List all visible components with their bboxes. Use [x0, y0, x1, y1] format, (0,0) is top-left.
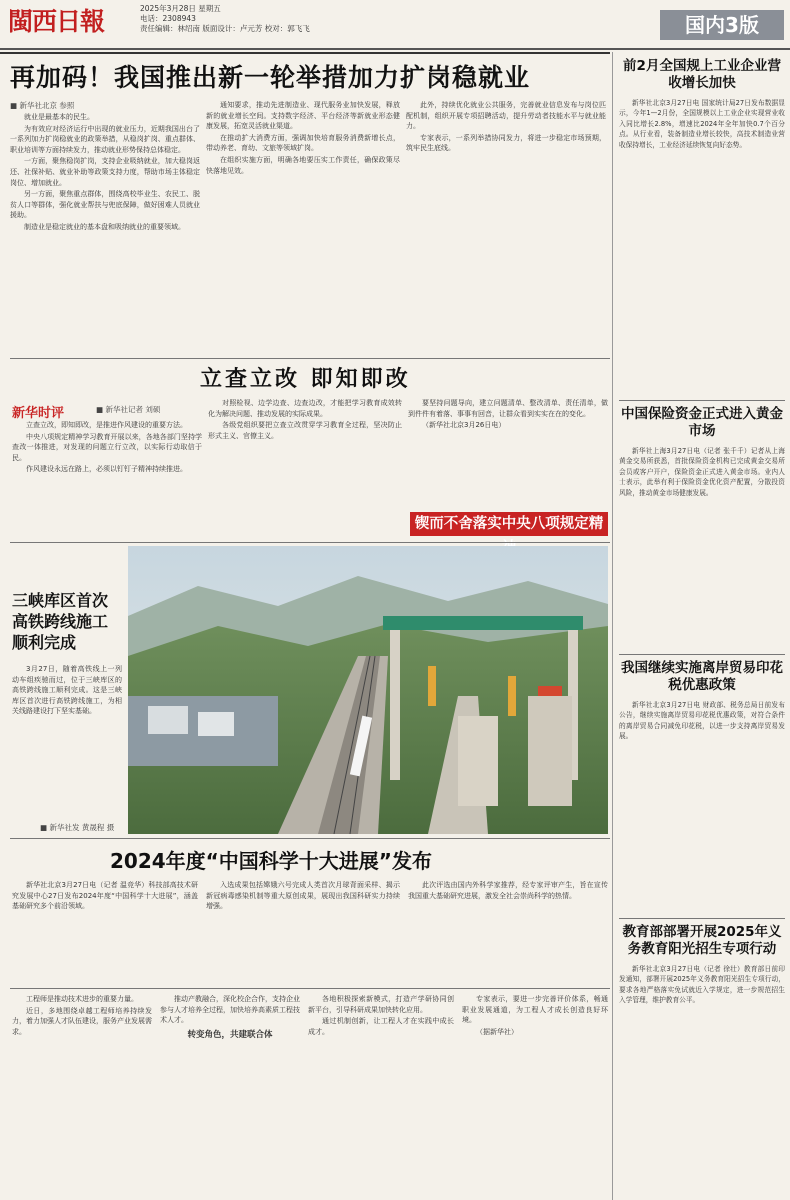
lead-paragraph: 在组织实施方面，明确各地要压实工作责任，确保政策尽快落地见效。 — [206, 155, 400, 175]
commentary-paragraph: （新华社北京3月26日电） — [422, 421, 506, 430]
lead-paragraph: 专家表示，一系列举措协同发力，将进一步稳定市场预期，筑牢民生底线。 — [406, 133, 606, 153]
lead-column-3 — [406, 100, 606, 352]
discipline-banner: 锲而不舍落实中央八项规定精 — [410, 512, 608, 536]
commentary-paragraph: 对照检视、边学边查、边查边改，才能把学习教育成效转化为解决问题、推动发展的实际成果。 — [208, 399, 402, 418]
issue-editors: 责任编辑：林绍南 版面设计：卢元芳 校对：郭飞飞 — [140, 24, 310, 33]
top-rule — [0, 52, 610, 54]
science-column-3 — [408, 880, 608, 984]
photo-story-caption — [12, 664, 122, 824]
photo-credit: ■ 新华社发 黄晟程 摄 — [40, 822, 114, 833]
commentary-paragraph: 各级党组织要把立查立改贯穿学习教育全过程，坚决防止形式主义、官僚主义。 — [208, 421, 402, 440]
feature-subhead: 转变角色，共建联合体 — [187, 1029, 273, 1040]
section-divider — [10, 838, 610, 839]
commentary-byline: ■ 新华社记者 刘硕 — [96, 404, 160, 415]
commentary-paragraph: 立查立改，即知即改，是推进作风建设的重要方法。 — [26, 421, 187, 429]
science-column-2 — [206, 880, 400, 984]
commentary-column-1 — [12, 420, 202, 538]
lead-paragraph: 为有效应对经济运行中出现的就业压力，近期我国出台了一系列加力扩岗稳就业的政策举措，从稳岗扩岗、重点群体、职业培训等方面持续发力，推动就业形势保持总体稳定。 — [10, 124, 200, 154]
lead-paragraph: 就业是最基本的民生。 — [24, 113, 94, 121]
feature-column-3 — [308, 994, 454, 1194]
feature-paragraph: （据新华社） — [476, 1027, 518, 1036]
sidebar-story-4 — [619, 964, 785, 1194]
commentary-column-2 — [208, 398, 402, 538]
section-divider — [10, 988, 610, 989]
issue-phone: 电话：2308943 — [140, 14, 196, 23]
feature-paragraph: 通过机制创新，让工程人才在实践中成长成才。 — [308, 1017, 454, 1036]
section-label: 国内3版 — [660, 10, 784, 40]
photo-story-text: 3月27日，随着高铁线上一列动车组疾驰而过，位于三峡库区的高铁跨线施工顺利完成。这是三峡库区首次进行高铁跨线施工，为相关线路建设打下坚实基础。 — [12, 665, 122, 716]
feature-paragraph: 近日，多地围绕卓越工程师培养持续发力，着力加强人才队伍建设，服务产业发展需求。 — [12, 1006, 152, 1036]
sidebar-story-text: 新华社北京3月27日电（记者 徐壮）教育部日前印发通知，部署开展2025年义务教育阳光招生专项行动，要求各地严格落实免试就近入学规定，进一步规范招生入学管理，维护教育公平。 — [619, 965, 785, 1005]
lead-column-1 — [10, 112, 200, 352]
section-divider — [10, 542, 610, 543]
lead-paragraph: 此外，持续优化就业公共服务，完善就业信息发布与岗位匹配机制，组织开展专项招聘活动，提升劳动者技能水平与就业能力。 — [406, 101, 606, 131]
sidebar-headline: 前2月全国规上工业企业营收增长加快 — [623, 58, 781, 91]
sidebar — [612, 52, 790, 1200]
railway-photo — [128, 546, 608, 834]
feature-paragraph: 各地积极探索新模式，打造产学研协同创新平台，引导科研成果加快转化应用。 — [308, 995, 454, 1014]
science-paragraph: 新华社北京3月27日电（记者 温竞华）科技部高技术研究发展中心27日发布2024年度“中国科学十大进展”，涵盖基础研究多个前沿领域。 — [12, 881, 198, 911]
commentary-column-3 — [408, 398, 608, 506]
issue-meta — [140, 4, 310, 34]
sidebar-story-text: 新华社上海3月27日电（记者 张千千）记者从上海黄金交易所获悉，首批保险资金机构已完成黄金交易所会员或客户开户，保险资金正式进入黄金市场。业内人士表示，此举有利于保险资金优化资产配置，分散投资风险，推动黄金市场健康发展。 — [619, 447, 785, 497]
sidebar-divider — [619, 654, 785, 655]
sidebar-headline: 教育部部署开展2025年义务教育阳光招生专项行动 — [622, 924, 782, 957]
sidebar-story-text: 新华社北京3月27日电 财政部、税务总局日前发布公告，继续实施离岸贸易印花税优惠政策，对符合条件的离岸贸易合同减免印花税，以进一步支持离岸贸易发展。 — [619, 701, 785, 741]
science-column-1 — [12, 880, 198, 984]
sidebar-headline: 我国继续实施离岸贸易印花税优惠政策 — [621, 660, 783, 693]
feature-column-4 — [462, 994, 608, 1194]
sidebar-divider — [619, 918, 785, 919]
lead-paragraph: 制造业是稳定就业的基本盘和吸纳就业的重要领域。 — [24, 222, 185, 231]
railway-construction-image — [128, 546, 608, 834]
newspaper-logo: 閩西日報 — [8, 7, 105, 36]
lead-paragraph: 在推动扩大消费方面，强调加快培育服务消费新增长点，带动养老、育幼、文旅等领域扩岗。 — [206, 133, 400, 153]
commentary-paragraph: 要坚持问题导向，建立问题清单、整改清单、责任清单，做到件件有着落、事事有回音，让群众看到实实在在的变化。 — [408, 399, 608, 418]
sidebar-story-1 — [619, 98, 785, 398]
sidebar-story-3 — [619, 700, 785, 910]
lead-column-2 — [206, 100, 400, 352]
sidebar-headline: 中国保险资金正式进入黄金市场 — [621, 406, 783, 439]
feature-paragraph: 推动产教融合，深化校企合作，支持企业参与人才培养全过程，加快培养高素质工程技术人才。 — [160, 995, 300, 1025]
commentary-paragraph: 作风建设永远在路上，必须以钉钉子精神持续推进。 — [26, 465, 187, 474]
section-divider — [10, 358, 610, 359]
feature-column-2 — [160, 994, 300, 1194]
lead-byline: ■ 新华社北京 参照 — [10, 100, 74, 111]
science-headline: 2024年度“中国科学十大进展”发布 — [110, 849, 432, 873]
science-paragraph: 此次评选由国内外科学家推荐，经专家评审产生，旨在宣传我国重大基础研究进展，激发全社会崇尚科学的热情。 — [408, 881, 608, 900]
science-paragraph: 入选成果包括嫦娥六号完成人类首次月球背面采样、揭示新冠病毒感染机制等重大原创成果，展现出我国科研实力持续增强。 — [206, 881, 400, 911]
sidebar-divider — [619, 400, 785, 401]
feature-column-1 — [12, 994, 152, 1194]
feature-paragraph: 专家表示，要进一步完善评价体系，畅通职业发展通道，为工程人才成长创造良好环境。 — [462, 995, 608, 1025]
lead-paragraph: 通知要求，推动先进制造业、现代服务业加快发展，释放新的就业增长空间。支持数字经济、平台经济等新就业形态健康发展，拓宽灵活就业渠道。 — [206, 101, 400, 131]
issue-date: 2025年3月28日 星期五 — [140, 4, 221, 13]
sidebar-story-text: 新华社北京3月27日电 国家统计局27日发布数据显示，今年1—2月份，全国规模以上工业企业实现营业收入同比增长2.8%，增速比2024年全年加快0.7个百分点。从行业看，装备制造业增长较快，高技术制造业营收保持增长，工业经济延续恢复向好态势。 — [619, 99, 785, 149]
feature-paragraph: 工程师是推动技术进步的重要力量。 — [26, 995, 138, 1003]
commentary-headline: 立查立改 即知即改 — [200, 367, 411, 392]
commentary-paragraph: 中央八项规定精神学习教育开展以来，各地各部门坚持学查改一体推进，对发现的问题立行立改，以实际行动取信于民。 — [12, 432, 202, 462]
lead-paragraph: 一方面，聚焦稳岗扩岗，支持企业吸纳就业，加大稳岗返还、社保补贴、就业补助等政策支持力度，帮助市场主体稳定岗位、增加就业。 — [10, 157, 200, 187]
commentary-badge: 新华时评 — [12, 406, 65, 421]
lead-paragraph: 另一方面，聚焦重点群体，围绕高校毕业生、农民工、脱贫人口等群体，强化就业帮扶与兜底保障，做好困难人员就业援助。 — [10, 190, 200, 220]
lead-headline: 再加码！我国推出新一轮举措加力扩岗稳就业 — [10, 63, 531, 92]
photo-story-title: 三峡库区首次高铁跨线施工顺利完成 — [12, 591, 109, 652]
